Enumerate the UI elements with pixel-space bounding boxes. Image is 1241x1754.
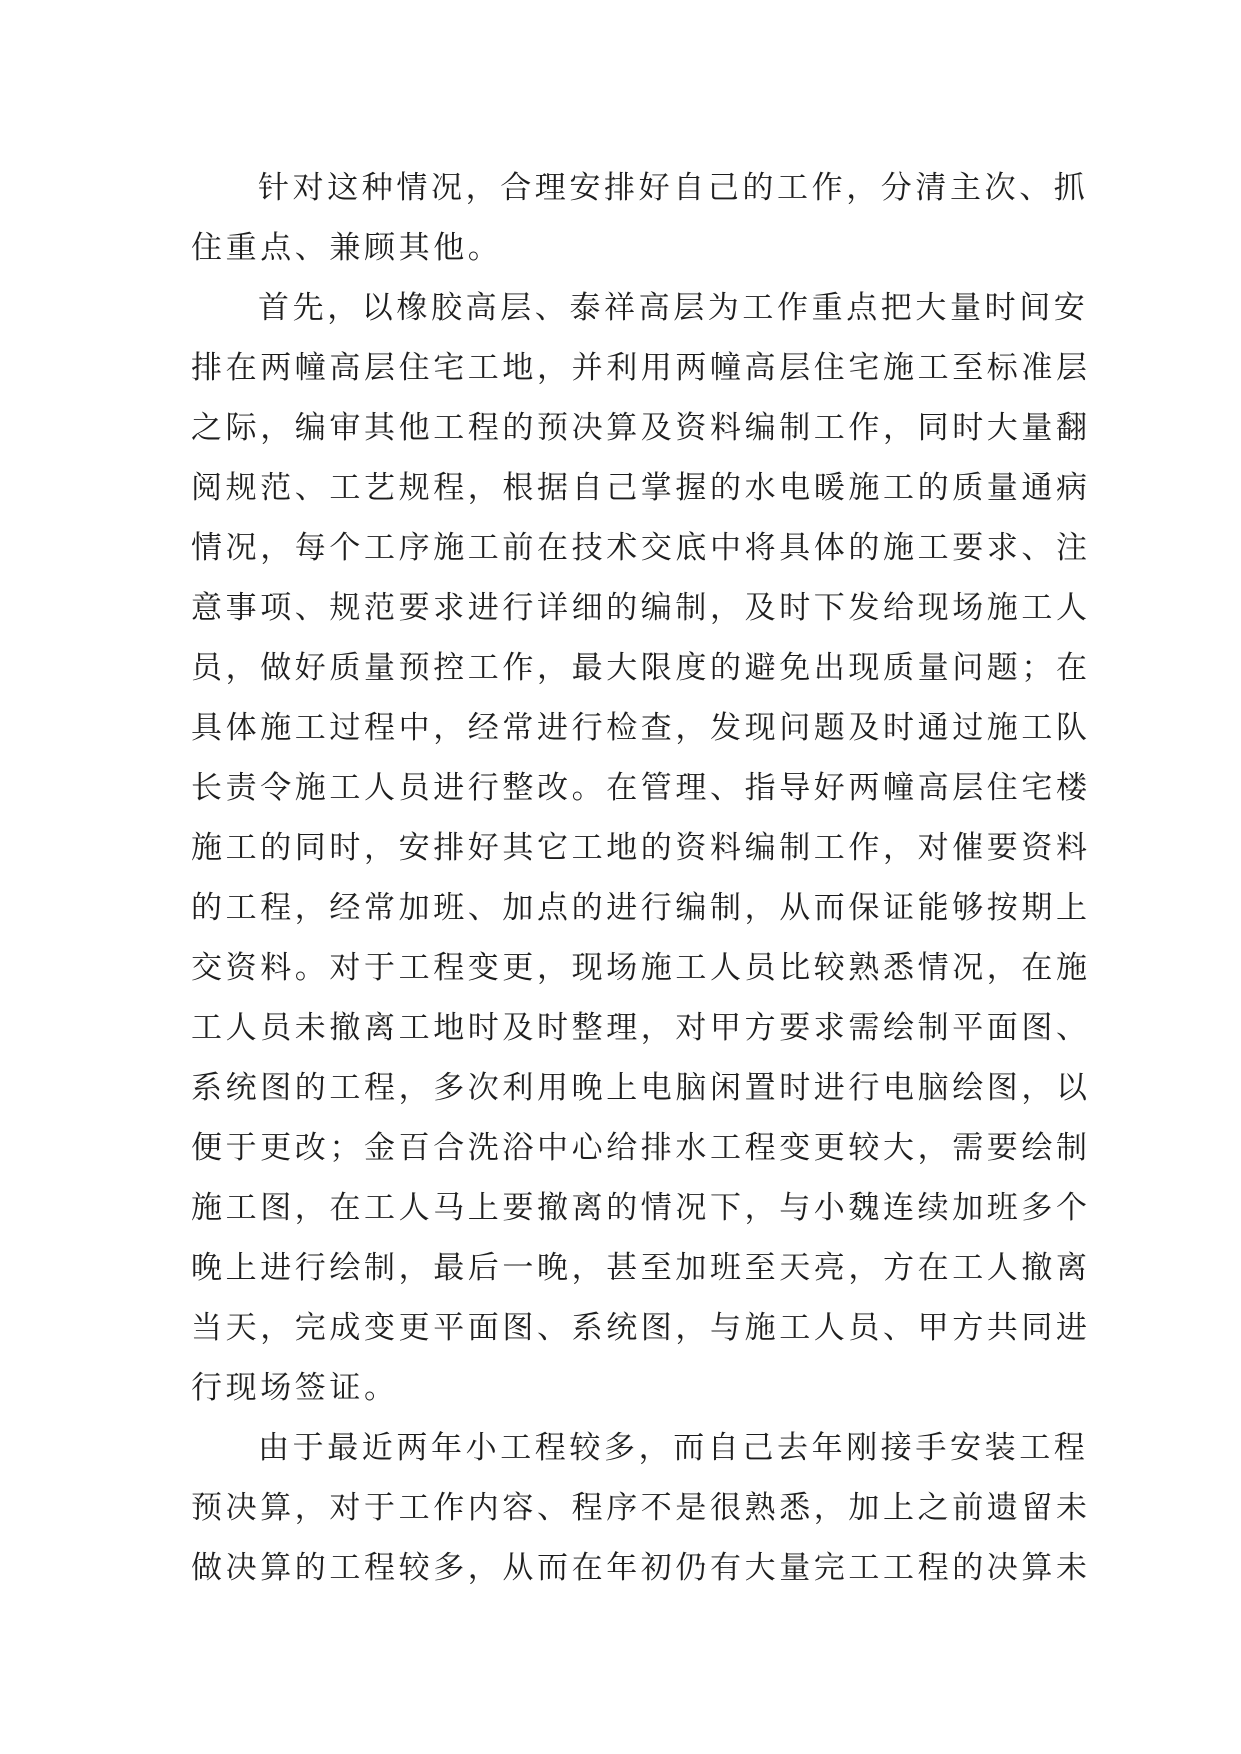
text-line: 交资料。对于工程变更，现场施工人员比较熟悉情况，在施 xyxy=(191,950,1091,986)
text-line: 做决算的工程较多，从而在年初仍有大量完工工程的决算未 xyxy=(191,1550,1091,1586)
text-line: 晚上进行绘制，最后一晚，甚至加班至天亮，方在工人撤离 xyxy=(191,1250,1091,1286)
paragraph-2 xyxy=(191,278,1091,1418)
paragraph-3 xyxy=(191,1418,1091,1598)
text-line: 行现场签证。 xyxy=(191,1370,399,1406)
text-line: 排在两幢高层住宅工地，并利用两幢高层住宅施工至标准层 xyxy=(191,350,1091,386)
text-line: 情况，每个工序施工前在技术交底中将具体的施工要求、注 xyxy=(191,530,1091,566)
paragraph-1 xyxy=(191,158,1089,278)
text-line: 之际，编审其他工程的预决算及资料编制工作，同时大量翻 xyxy=(191,410,1091,446)
text-line: 针对这种情况，合理安排好自己的工作，分清主次、抓 xyxy=(258,170,1089,206)
text-line: 施工的同时，安排好其它工地的资料编制工作，对催要资料 xyxy=(191,830,1091,866)
text-line: 首先，以橡胶高层、泰祥高层为工作重点把大量时间安 xyxy=(258,290,1089,326)
text-line: 系统图的工程，多次利用晚上电脑闲置时进行电脑绘图，以 xyxy=(191,1070,1091,1106)
text-line: 的工程，经常加班、加点的进行编制，从而保证能够按期上 xyxy=(191,890,1091,926)
text-line: 意事项、规范要求进行详细的编制，及时下发给现场施工人 xyxy=(191,590,1091,626)
text-line: 住重点、兼顾其他。 xyxy=(191,230,503,266)
text-line: 便于更改；金百合洗浴中心给排水工程变更较大，需要绘制 xyxy=(191,1130,1091,1166)
text-line: 长责令施工人员进行整改。在管理、指导好两幢高层住宅楼 xyxy=(191,770,1091,806)
text-line: 当天，完成变更平面图、系统图，与施工人员、甲方共同进 xyxy=(191,1310,1091,1346)
text-line: 施工图，在工人马上要撤离的情况下，与小魏连续加班多个 xyxy=(191,1190,1091,1226)
text-line: 阅规范、工艺规程，根据自己掌握的水电暖施工的质量通病 xyxy=(191,470,1091,506)
text-line: 员，做好质量预控工作，最大限度的避免出现质量问题；在 xyxy=(191,650,1091,686)
text-line: 工人员未撤离工地时及时整理，对甲方要求需绘制平面图、 xyxy=(191,1010,1091,1046)
document-body xyxy=(191,158,1091,1598)
text-line: 由于最近两年小工程较多，而自己去年刚接手安装工程 xyxy=(258,1430,1089,1466)
text-line: 具体施工过程中，经常进行检查，发现问题及时通过施工队 xyxy=(191,710,1091,746)
text-line: 预决算，对于工作内容、程序不是很熟悉，加上之前遗留未 xyxy=(191,1490,1091,1526)
